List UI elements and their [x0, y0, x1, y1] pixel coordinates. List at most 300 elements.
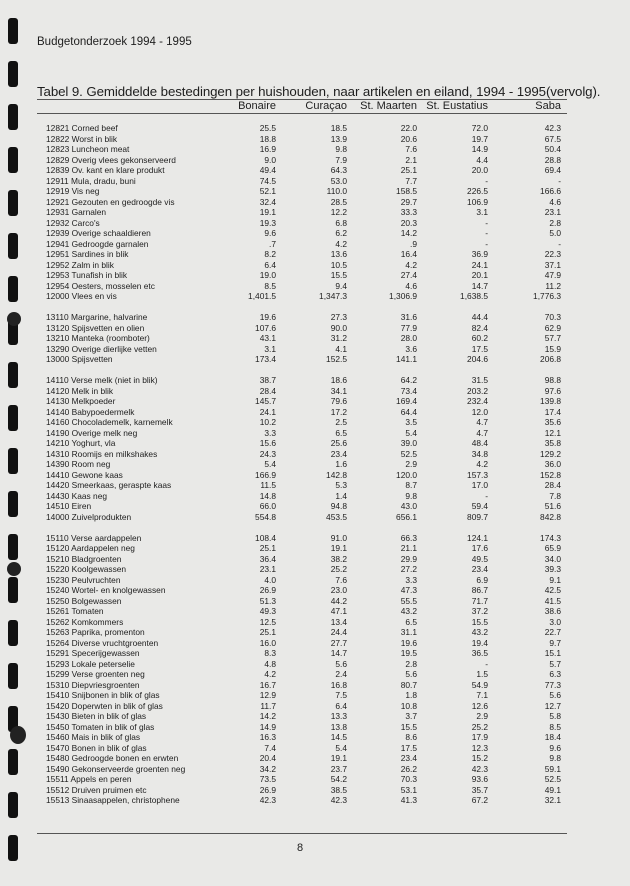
cell-st-maarten: 64.2 [400, 375, 417, 385]
cell-st-maarten: 158.5 [396, 186, 417, 196]
cell-st-eustatius: 36.9 [471, 249, 488, 259]
cell-saba: 42.5 [544, 585, 561, 595]
cell-st-eustatius: 6.9 [476, 574, 488, 585]
row-label: 14120 Melk in blik [46, 385, 114, 396]
cell-st-maarten: 55.5 [400, 595, 417, 606]
row-label: 12839 Ov. kant en klare produkt [46, 165, 165, 175]
cell-st-eustatius: 82.4 [471, 322, 488, 333]
table-row [46, 512, 566, 523]
cell-cura-ao: 14.5 [330, 732, 347, 742]
cell-st-eustatius: 34.8 [471, 448, 488, 459]
cell-bonaire: 18.8 [259, 133, 276, 144]
row-label: 14510 Eiren [46, 501, 92, 511]
cell-st-maarten: 3.6 [405, 343, 417, 354]
cell-st-maarten: 52.5 [400, 448, 417, 459]
cell-st-eustatius: 1,638.5 [460, 291, 488, 301]
cell-st-eustatius: 124.1 [467, 532, 488, 543]
cell-saba: 166.6 [540, 186, 561, 196]
binder-ring [8, 18, 18, 44]
cell-bonaire: 12.5 [259, 616, 276, 627]
table-row [46, 438, 566, 449]
table-row [46, 585, 566, 596]
table-row [46, 207, 566, 218]
cell-st-maarten: 5.6 [405, 669, 417, 679]
cell-saba: 52.5 [544, 774, 561, 784]
cell-st-eustatius: 49.5 [471, 553, 488, 564]
cell-cura-ao: 34.1 [330, 385, 347, 396]
cell-st-maarten: 5.4 [405, 427, 417, 438]
cell-st-maarten: 31.1 [400, 627, 417, 637]
table-row [46, 669, 566, 680]
cell-saba: 12.1 [544, 427, 561, 438]
table-row [46, 627, 566, 638]
cell-st-eustatius: 23.4 [471, 564, 488, 574]
binder-ring [8, 491, 18, 517]
cell-st-eustatius: 60.2 [471, 333, 488, 343]
cell-saba: 12.7 [544, 700, 561, 711]
divider [37, 833, 567, 834]
cell-st-maarten: 43.2 [400, 606, 417, 616]
cell-st-eustatius: 44.4 [471, 312, 488, 322]
cell-st-maarten: 20.3 [400, 217, 417, 228]
cell-saba: 9.8 [549, 753, 561, 763]
cell-cura-ao: 54.2 [330, 774, 347, 784]
cell-st-maarten: 4.6 [405, 280, 417, 291]
cell-st-maarten: 43.0 [400, 501, 417, 511]
cell-st-eustatius: 20.1 [471, 270, 488, 280]
cell-cura-ao: 18.5 [330, 123, 347, 133]
cell-cura-ao: 2.5 [335, 417, 347, 427]
row-label: 15210 Bladgroenten [46, 553, 122, 564]
cell-st-maarten: 656.1 [396, 511, 417, 522]
cell-saba: 41.5 [544, 595, 561, 606]
cell-bonaire: 52.1 [259, 186, 276, 196]
cell-saba: 57.7 [544, 333, 561, 343]
cell-cura-ao: 13.6 [330, 249, 347, 259]
cell-bonaire: 19.6 [259, 312, 276, 322]
cell-st-maarten: 2.9 [405, 459, 417, 469]
row-label: 15240 Wortel- en knolgewassen [46, 585, 166, 595]
column-header-saba: Saba [535, 100, 561, 112]
cell-st-maarten: 39.0 [400, 438, 417, 448]
cell-cura-ao: 9.4 [335, 280, 347, 291]
cell-saba: 38.6 [544, 606, 561, 616]
cell-saba: 77.3 [544, 679, 561, 690]
cell-st-maarten: 9.8 [405, 490, 417, 501]
cell-bonaire: 9.0 [264, 154, 276, 165]
cell-st-maarten: 29.7 [400, 196, 417, 207]
table-row [46, 638, 566, 649]
cell-bonaire: 10.2 [259, 417, 276, 427]
row-label: 12921 Gezouten en gedroogde vis [46, 196, 175, 207]
cell-bonaire: 25.1 [259, 627, 276, 637]
cell-st-maarten: 16.4 [400, 249, 417, 259]
row-label: 12919 Vis neg [46, 186, 100, 196]
cell-saba: - [558, 175, 561, 186]
row-label: 15490 Gekonserveerde groenten neg [46, 763, 186, 774]
cell-cura-ao: 31.2 [330, 333, 347, 343]
cell-st-eustatius: 12.6 [471, 700, 488, 711]
cell-cura-ao: 38.2 [330, 553, 347, 564]
cell-bonaire: 8.5 [264, 280, 276, 291]
cell-saba: 9.6 [549, 742, 561, 753]
cell-st-maarten: 53.1 [400, 784, 417, 795]
binder-ring [8, 577, 18, 603]
cell-st-eustatius: 7.1 [476, 690, 488, 700]
table-row [46, 386, 566, 397]
row-label: 12822 Worst in blik [46, 133, 118, 144]
cell-st-maarten: 20.6 [400, 133, 417, 144]
cell-bonaire: 166.9 [255, 469, 276, 480]
table-row [46, 575, 566, 586]
cell-st-eustatius: - [485, 658, 488, 669]
cell-cura-ao: 12.2 [330, 207, 347, 217]
table-row [46, 134, 566, 145]
cell-st-eustatius: 17.9 [471, 732, 488, 742]
cell-cura-ao: 19.1 [330, 753, 347, 763]
cell-saba: 129.2 [540, 448, 561, 459]
cell-st-eustatius: 19.7 [471, 133, 488, 144]
row-label: 12931 Garnalen [46, 207, 107, 217]
cell-saba: 139.8 [540, 396, 561, 406]
table-row [46, 333, 566, 344]
cell-cura-ao: 24.4 [330, 627, 347, 637]
cell-st-eustatius: 15.5 [471, 616, 488, 627]
cell-cura-ao: 2.4 [335, 669, 347, 679]
cell-cura-ao: 1,347.3 [319, 291, 347, 301]
cell-cura-ao: 23.0 [330, 585, 347, 595]
binder-ring [8, 276, 18, 302]
cell-st-eustatius: - [485, 238, 488, 249]
table-row [46, 428, 566, 439]
table-row [46, 680, 566, 691]
cell-bonaire: 51.3 [259, 595, 276, 606]
cell-bonaire: 7.4 [264, 742, 276, 753]
cell-cura-ao: 7.5 [335, 690, 347, 700]
table-row [46, 218, 566, 229]
cell-cura-ao: 38.5 [330, 784, 347, 795]
cell-st-eustatius: 93.6 [471, 774, 488, 784]
row-label: 12953 Tunafish in blik [46, 270, 128, 280]
row-label: 13120 Spijsvetten en olien [46, 322, 145, 333]
cell-saba: 59.1 [544, 763, 561, 774]
row-label: 12821 Corned beef [46, 123, 118, 133]
cell-bonaire: 73.5 [259, 774, 276, 784]
cell-st-eustatius: 20.0 [471, 165, 488, 175]
cell-saba: 49.1 [544, 784, 561, 795]
cell-saba: 7.8 [549, 490, 561, 501]
cell-st-eustatius: 226.5 [467, 186, 488, 196]
cell-saba: 28.4 [544, 480, 561, 490]
table-row [46, 123, 566, 134]
cell-bonaire: 1,401.5 [248, 291, 276, 301]
cell-cura-ao: 17.2 [330, 406, 347, 417]
cell-st-eustatius: - [485, 228, 488, 238]
table-row [46, 711, 566, 722]
cell-saba: 5.6 [549, 690, 561, 700]
table-row [46, 270, 566, 281]
cell-st-maarten: 120.0 [396, 469, 417, 480]
cell-bonaire: 14.8 [259, 490, 276, 501]
cell-cura-ao: 6.5 [335, 427, 347, 438]
table-row [46, 344, 566, 355]
cell-st-eustatius: 12.0 [471, 406, 488, 417]
cell-bonaire: 42.3 [259, 795, 276, 805]
cell-cura-ao: 94.8 [330, 501, 347, 511]
cell-st-maarten: 141.1 [396, 354, 417, 364]
table-row [46, 249, 566, 260]
table-row [46, 396, 566, 407]
cell-bonaire: 3.3 [264, 427, 276, 438]
cell-cura-ao: 25.6 [330, 438, 347, 448]
cell-saba: 67.5 [544, 133, 561, 144]
table-row [46, 732, 566, 743]
cell-saba: 9.7 [549, 637, 561, 648]
cell-cura-ao: 47.1 [330, 606, 347, 616]
cell-saba: 8.5 [549, 721, 561, 732]
cell-bonaire: 6.4 [264, 259, 276, 270]
punch-hole [10, 726, 26, 744]
table-row [46, 554, 566, 565]
row-label: 15460 Mais in blik of glas [46, 732, 141, 742]
cell-saba: 22.7 [544, 627, 561, 637]
cell-st-maarten: 3.5 [405, 417, 417, 427]
cell-bonaire: 74.5 [259, 175, 276, 186]
cell-st-eustatius: 14.9 [471, 144, 488, 154]
cell-bonaire: 8.3 [264, 648, 276, 658]
table-row [46, 785, 566, 796]
table-row [46, 228, 566, 239]
cell-st-maarten: 70.3 [400, 774, 417, 784]
cell-bonaire: 554.8 [255, 511, 276, 522]
row-label: 12952 Zalm in blik [46, 259, 114, 270]
cell-st-eustatius: 48.4 [471, 438, 488, 448]
cell-cura-ao: 1.6 [335, 459, 347, 469]
cell-saba: 37.1 [544, 259, 561, 270]
table-row [46, 312, 566, 323]
cell-st-maarten: 14.2 [400, 228, 417, 238]
row-label: 15299 Verse groenten neg [46, 669, 145, 679]
binder-ring [8, 448, 18, 474]
cell-st-maarten: 7.7 [405, 175, 417, 186]
cell-saba: 17.4 [544, 406, 561, 417]
table-row [46, 795, 566, 806]
table-row [46, 449, 566, 460]
cell-saba: 4.6 [549, 196, 561, 207]
cell-st-maarten: 19.5 [400, 648, 417, 658]
cell-cura-ao: 90.0 [330, 322, 347, 333]
row-label: 15110 Verse aardappelen [46, 532, 142, 543]
table-row [46, 281, 566, 292]
cell-cura-ao: 7.6 [335, 574, 347, 585]
cell-st-maarten: 66.3 [400, 532, 417, 543]
row-label: 13210 Manteka (roomboter) [46, 333, 150, 343]
table-row [46, 186, 566, 197]
table-row [46, 291, 566, 302]
cell-st-eustatius: 1.5 [476, 669, 488, 679]
cell-st-eustatius: 232.4 [467, 396, 488, 406]
row-label: 14110 Verse melk (niet in blik) [46, 375, 158, 385]
row-label: 15220 Koolgewassen [46, 564, 127, 574]
row-label: 14160 Chocolademelk, karnemelk [46, 417, 173, 427]
row-label: 14210 Yoghurt, vla [46, 438, 116, 448]
cell-saba: 65.9 [544, 543, 561, 553]
running-header: Budgetonderzoek 1994 - 1995 [37, 36, 192, 48]
binder-ring [8, 190, 18, 216]
cell-st-eustatius: - [485, 175, 488, 186]
group-spacer [46, 365, 566, 376]
row-label: 14390 Room neg [46, 459, 111, 469]
cell-st-eustatius: 203.2 [467, 385, 488, 396]
cell-bonaire: 14.9 [259, 721, 276, 732]
row-label: 12951 Sardines in blik [46, 249, 129, 259]
table-row [46, 155, 566, 166]
cell-st-eustatius: 67.2 [471, 795, 488, 805]
punch-hole [7, 562, 21, 576]
cell-saba: 174.3 [540, 532, 561, 543]
table-row [46, 144, 566, 155]
cell-st-eustatius: 3.1 [476, 207, 488, 217]
row-label: 15430 Bieten in blik of glas [46, 711, 147, 721]
row-label: 15230 Peulvruchten [46, 574, 121, 585]
cell-st-maarten: 77.9 [400, 322, 417, 333]
cell-st-eustatius: 86.7 [471, 585, 488, 595]
cell-st-eustatius: 4.4 [476, 154, 488, 165]
cell-saba: 15.9 [544, 343, 561, 354]
cell-saba: 1,776.3 [533, 291, 561, 301]
table-row [46, 596, 566, 607]
table-row [46, 722, 566, 733]
cell-st-eustatius: 4.7 [476, 427, 488, 438]
cell-st-maarten: 2.1 [405, 154, 417, 165]
cell-st-eustatius: 54.9 [471, 679, 488, 690]
cell-cura-ao: 110.0 [326, 186, 347, 196]
cell-bonaire: .7 [269, 238, 276, 249]
cell-bonaire: 32.4 [259, 196, 276, 207]
cell-st-eustatius: 14.7 [471, 280, 488, 291]
cell-bonaire: 16.9 [259, 144, 276, 154]
cell-cura-ao: 6.8 [335, 217, 347, 228]
cell-st-maarten: 80.7 [400, 679, 417, 690]
cell-st-maarten: 4.2 [405, 259, 417, 270]
cell-bonaire: 34.2 [259, 763, 276, 774]
table-row [46, 690, 566, 701]
cell-cura-ao: 4.2 [335, 238, 347, 249]
cell-saba: 23.1 [544, 207, 561, 217]
row-label: 15420 Doperwten in blik of glas [46, 700, 163, 711]
row-label: 14310 Roomijs en milkshakes [46, 448, 158, 459]
cell-st-maarten: 7.6 [405, 144, 417, 154]
row-label: 14410 Gewone kaas [46, 469, 123, 480]
table-row [46, 617, 566, 628]
cell-bonaire: 43.1 [259, 333, 276, 343]
table-title: Tabel 9. Gemiddelde bestedingen per huishouden, naar artikelen en eiland, 1994 - 1995(vervolg). [37, 84, 601, 99]
table-row [46, 197, 566, 208]
cell-cura-ao: 13.9 [330, 133, 347, 144]
cell-saba: 62.9 [544, 322, 561, 333]
cell-saba: 50.4 [544, 144, 561, 154]
cell-cura-ao: 53.0 [330, 175, 347, 186]
cell-saba: 70.3 [544, 312, 561, 322]
cell-st-maarten: 17.5 [400, 742, 417, 753]
binder-ring [8, 749, 18, 775]
cell-bonaire: 108.4 [255, 532, 276, 543]
table-body [46, 123, 566, 806]
cell-bonaire: 15.6 [259, 438, 276, 448]
table-row [46, 764, 566, 775]
cell-bonaire: 16.7 [259, 679, 276, 690]
cell-cura-ao: 28.5 [330, 196, 347, 207]
cell-cura-ao: 14.7 [330, 648, 347, 658]
cell-st-eustatius: 43.2 [471, 627, 488, 637]
cell-st-eustatius: 42.3 [471, 763, 488, 774]
cell-st-eustatius: 17.6 [471, 543, 488, 553]
cell-bonaire: 28.4 [259, 385, 276, 396]
table-row [46, 501, 566, 512]
cell-cura-ao: 79.6 [330, 396, 347, 406]
cell-cura-ao: 18.6 [330, 375, 347, 385]
cell-saba: 39.3 [544, 564, 561, 574]
cell-bonaire: 25.5 [259, 123, 276, 133]
cell-cura-ao: 64.3 [330, 165, 347, 175]
cell-saba: 51.6 [544, 501, 561, 511]
cell-bonaire: 19.1 [259, 207, 276, 217]
cell-st-maarten: 31.6 [400, 312, 417, 322]
cell-st-maarten: 27.2 [400, 564, 417, 574]
cell-cura-ao: 13.8 [330, 721, 347, 732]
cell-cura-ao: 15.5 [330, 270, 347, 280]
cell-bonaire: 38.7 [259, 375, 276, 385]
cell-bonaire: 24.3 [259, 448, 276, 459]
cell-st-maarten: 8.7 [405, 480, 417, 490]
cell-cura-ao: 1.4 [335, 490, 347, 501]
row-label: 15264 Diverse vruchtgroenten [46, 637, 159, 648]
row-label: 15261 Tomaten [46, 606, 104, 616]
cell-st-eustatius: 37.2 [471, 606, 488, 616]
divider [37, 113, 567, 114]
row-label: 13000 Spijsvetten [46, 354, 113, 364]
cell-st-eustatius: 17.0 [471, 480, 488, 490]
binder-ring [8, 534, 18, 560]
cell-saba: 11.2 [545, 280, 561, 291]
cell-cura-ao: 5.3 [335, 480, 347, 490]
cell-cura-ao: 10.5 [330, 259, 347, 270]
cell-bonaire: 19.3 [259, 217, 276, 228]
table-row [46, 480, 566, 491]
cell-cura-ao: 91.0 [330, 532, 347, 543]
table-row [46, 533, 566, 544]
cell-bonaire: 49.3 [259, 606, 276, 616]
cell-bonaire: 36.4 [259, 553, 276, 564]
cell-cura-ao: 4.1 [335, 343, 347, 354]
cell-bonaire: 26.9 [259, 784, 276, 795]
row-label: 13290 Overige dierlijke vetten [46, 343, 157, 354]
cell-cura-ao: 5.6 [335, 658, 347, 669]
cell-saba: - [558, 238, 561, 249]
cell-st-eustatius: 106.9 [467, 196, 488, 207]
cell-st-eustatius: 4.2 [476, 459, 488, 469]
cell-bonaire: 145.7 [255, 396, 276, 406]
cell-st-maarten: 15.5 [400, 721, 417, 732]
cell-bonaire: 24.1 [259, 406, 276, 417]
cell-saba: 6.3 [549, 669, 561, 679]
row-label: 14130 Melkpoeder [46, 396, 116, 406]
page-number: 8 [297, 842, 304, 854]
cell-st-eustatius: 35.7 [471, 784, 488, 795]
row-label: 15512 Druiven pruimen etc [46, 784, 147, 795]
cell-st-eustatius: 19.4 [471, 637, 488, 648]
binder-ring [8, 792, 18, 818]
